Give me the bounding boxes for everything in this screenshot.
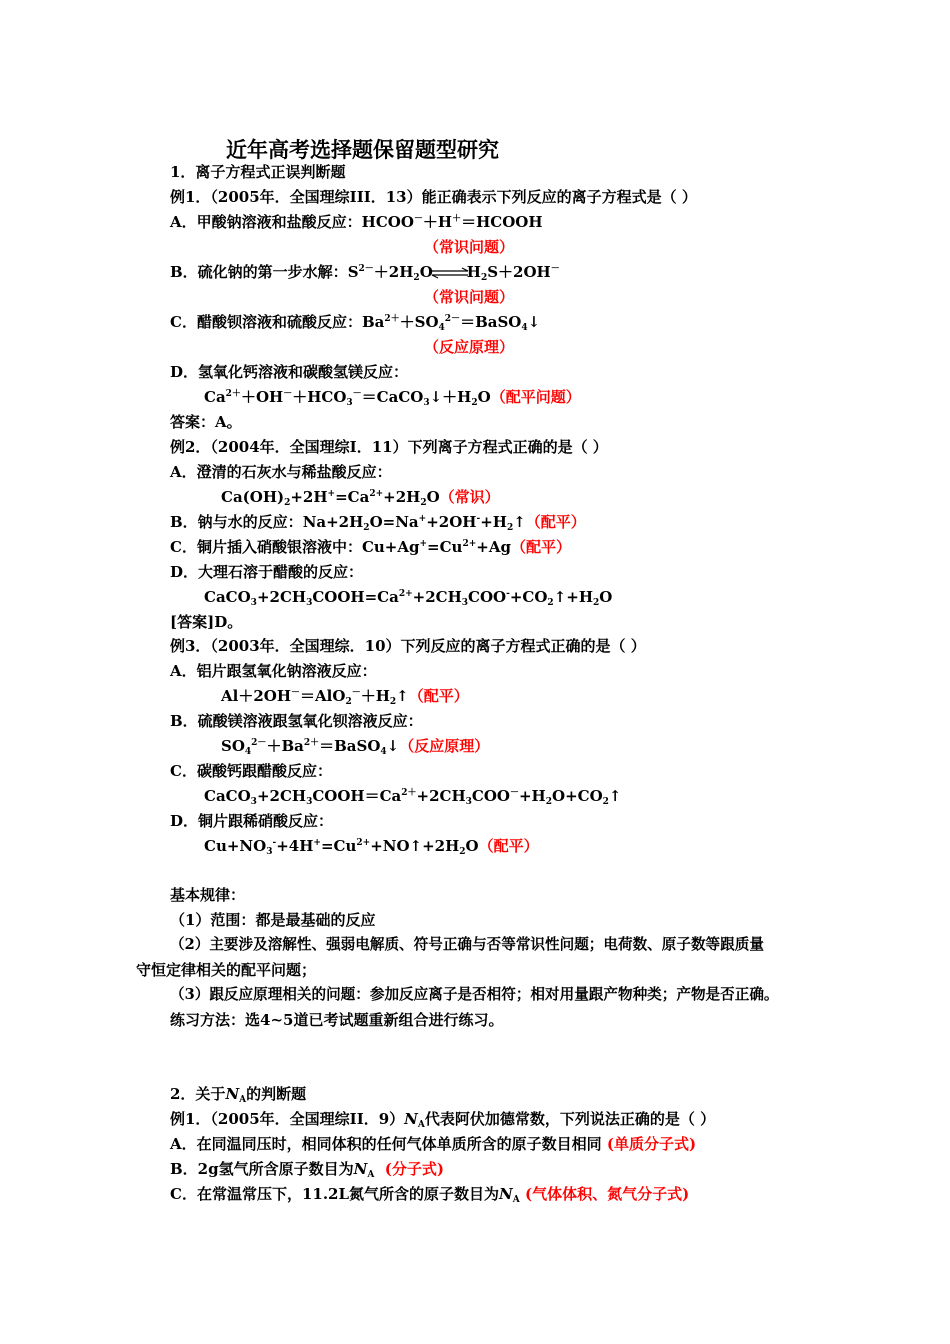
rule-item: （1）范围：都是最基础的反应 xyxy=(170,911,376,929)
annotation: （配平） xyxy=(525,513,586,531)
annotation: （配平） xyxy=(478,837,539,855)
equation: $CaCO_3+2CH_3COOH=Ca^{2+}+2CH_3COO^-+CO_2↑+H_2O$ xyxy=(204,588,613,608)
equation: $Cu+Ag^+=Cu^{2+}+Ag$ xyxy=(361,538,511,556)
annotation: (分子式) xyxy=(384,1160,444,1178)
option-a xyxy=(170,212,543,232)
equation: $Ba^{2+}+SO_4^{2-}=BaSO_4↓$ xyxy=(361,313,541,333)
option-c: C．碳酸钙跟醋酸反应： xyxy=(170,762,332,780)
equation: $Ca^{2+}+OH^-+HCO_3^-=CaCO_3↓+H_2O$（配平问题） xyxy=(204,388,581,408)
option-a: A．铝片跟氢氧化钠溶液反应： xyxy=(170,662,377,680)
practice-method: 练习方法：选4~5道已考试题重新组合进行练习。 xyxy=(170,1011,504,1029)
option-d: D．铜片跟稀硝酸反应： xyxy=(170,812,334,830)
option-d: D．氢氧化钙溶液和碳酸氢镁反应： xyxy=(170,363,409,381)
option-c xyxy=(170,537,571,557)
rule-item-continued: 守恒定律相关的配平问题； xyxy=(136,961,317,979)
rules-heading: 基本规律： xyxy=(170,886,246,904)
example-question: 例2．（2004年．全国理综I．11）下列离子方程式正确的是（ ） xyxy=(170,438,608,456)
option-a: A．在同温同压时，相同体积的任何气体单质所含的原子数目相同 (单质分子式) xyxy=(170,1135,697,1153)
option-label: C．醋酸钡溶液和硫酸反应： xyxy=(170,313,362,331)
option-d: D．大理石溶于醋酸的反应： xyxy=(170,563,364,581)
option-label: B．钠与水的反应： xyxy=(170,513,303,531)
option-label: C．铜片插入硝酸银溶液中： xyxy=(170,538,362,556)
option-label: B．硫化钠的第一步水解： xyxy=(170,263,348,281)
equation: $Al+2OH^-=AlO_2^-+H_2↑$（配平） xyxy=(221,687,469,707)
option-c xyxy=(170,312,540,332)
equation: $CaCO_3+2CH_3COOH=Ca^{2+}+2CH_3COO^-+H_2O+CO_2↑$ xyxy=(204,787,622,807)
option-c: C．在常温常压下，11.2L氮气所含的原子数目为$N_A$ (气体体积、氮气分子式) xyxy=(170,1185,690,1205)
equation: $Cu+NO_3^-+4H^+=Cu^{2+}+NO↑+2H_2O$（配平） xyxy=(204,837,539,857)
answer: 答案：A。 xyxy=(170,413,242,431)
annotation: （配平问题） xyxy=(490,388,581,406)
section-heading: 1．离子方程式正误判断题 xyxy=(170,163,346,181)
annotation: （常识） xyxy=(439,488,500,506)
equation: $SO_4^{2-}+Ba^{2+}=BaSO_4↓$（反应原理） xyxy=(221,737,490,757)
annotation: (单质分子式) xyxy=(606,1135,697,1153)
example-question: 例1．（2005年．全国理综II．$9)N_A$代表阿伏加德常数，下列说法正确的是（ ） xyxy=(170,1110,716,1130)
equation: $Ca(OH)_2+2H^+=Ca^{2+}+2H_2O$（常识） xyxy=(221,488,500,508)
page-title: 近年高考选择题保留题型研究 xyxy=(226,137,499,162)
annotation: （反应原理） xyxy=(399,737,490,755)
equation: HCOO－＋H＋＝HCOOH xyxy=(361,213,543,231)
example-question: 例3．（2003年．全国理综．10）下列反应的离子方程式正确的是（ ） xyxy=(170,637,646,655)
equilibrium-arrow-icon xyxy=(431,267,469,279)
annotation: （反应原理） xyxy=(424,338,515,356)
section-heading: 2．关于$N_A$的判断题 xyxy=(170,1085,307,1105)
option-label: A．甲酸钠溶液和盐酸反应： xyxy=(170,213,362,231)
option-b xyxy=(170,262,560,282)
annotation: (气体体积、氮气分子式) xyxy=(524,1185,690,1203)
annotation: （常识问题） xyxy=(424,288,515,306)
annotation: （配平） xyxy=(408,687,469,705)
option-a: A．澄清的石灰水与稀盐酸反应： xyxy=(170,463,392,481)
annotation: （常识问题） xyxy=(424,238,515,256)
rule-item: （2）主要涉及溶解性、强弱电解质、符号正确与否等常识性问题；电荷数、原子数等跟质量 xyxy=(170,936,764,953)
option-b xyxy=(170,512,586,532)
rule-item: （3）跟反应原理相关的问题：参加反应离子是否相符；相对用量跟产物种类；产物是否正确。 xyxy=(170,986,779,1003)
answer: [答案]D。 xyxy=(170,613,243,631)
equation: $S^{2-}+2H_2O$ $H_2S+2OH^-$ xyxy=(347,263,560,283)
equation: $Na+2H_2O=Na^++2OH^-+H_2↑$ xyxy=(302,513,526,533)
option-b: B．2g氢气所含原子数目为$N_A$ (分子式) xyxy=(170,1160,444,1180)
annotation: （配平） xyxy=(510,538,571,556)
example-question: 例1．（2005年．全国理综III．13）能正确表示下列反应的离子方程式是（ ） xyxy=(170,188,697,206)
option-b: B．硫酸镁溶液跟氢氧化钡溶液反应： xyxy=(170,712,423,730)
